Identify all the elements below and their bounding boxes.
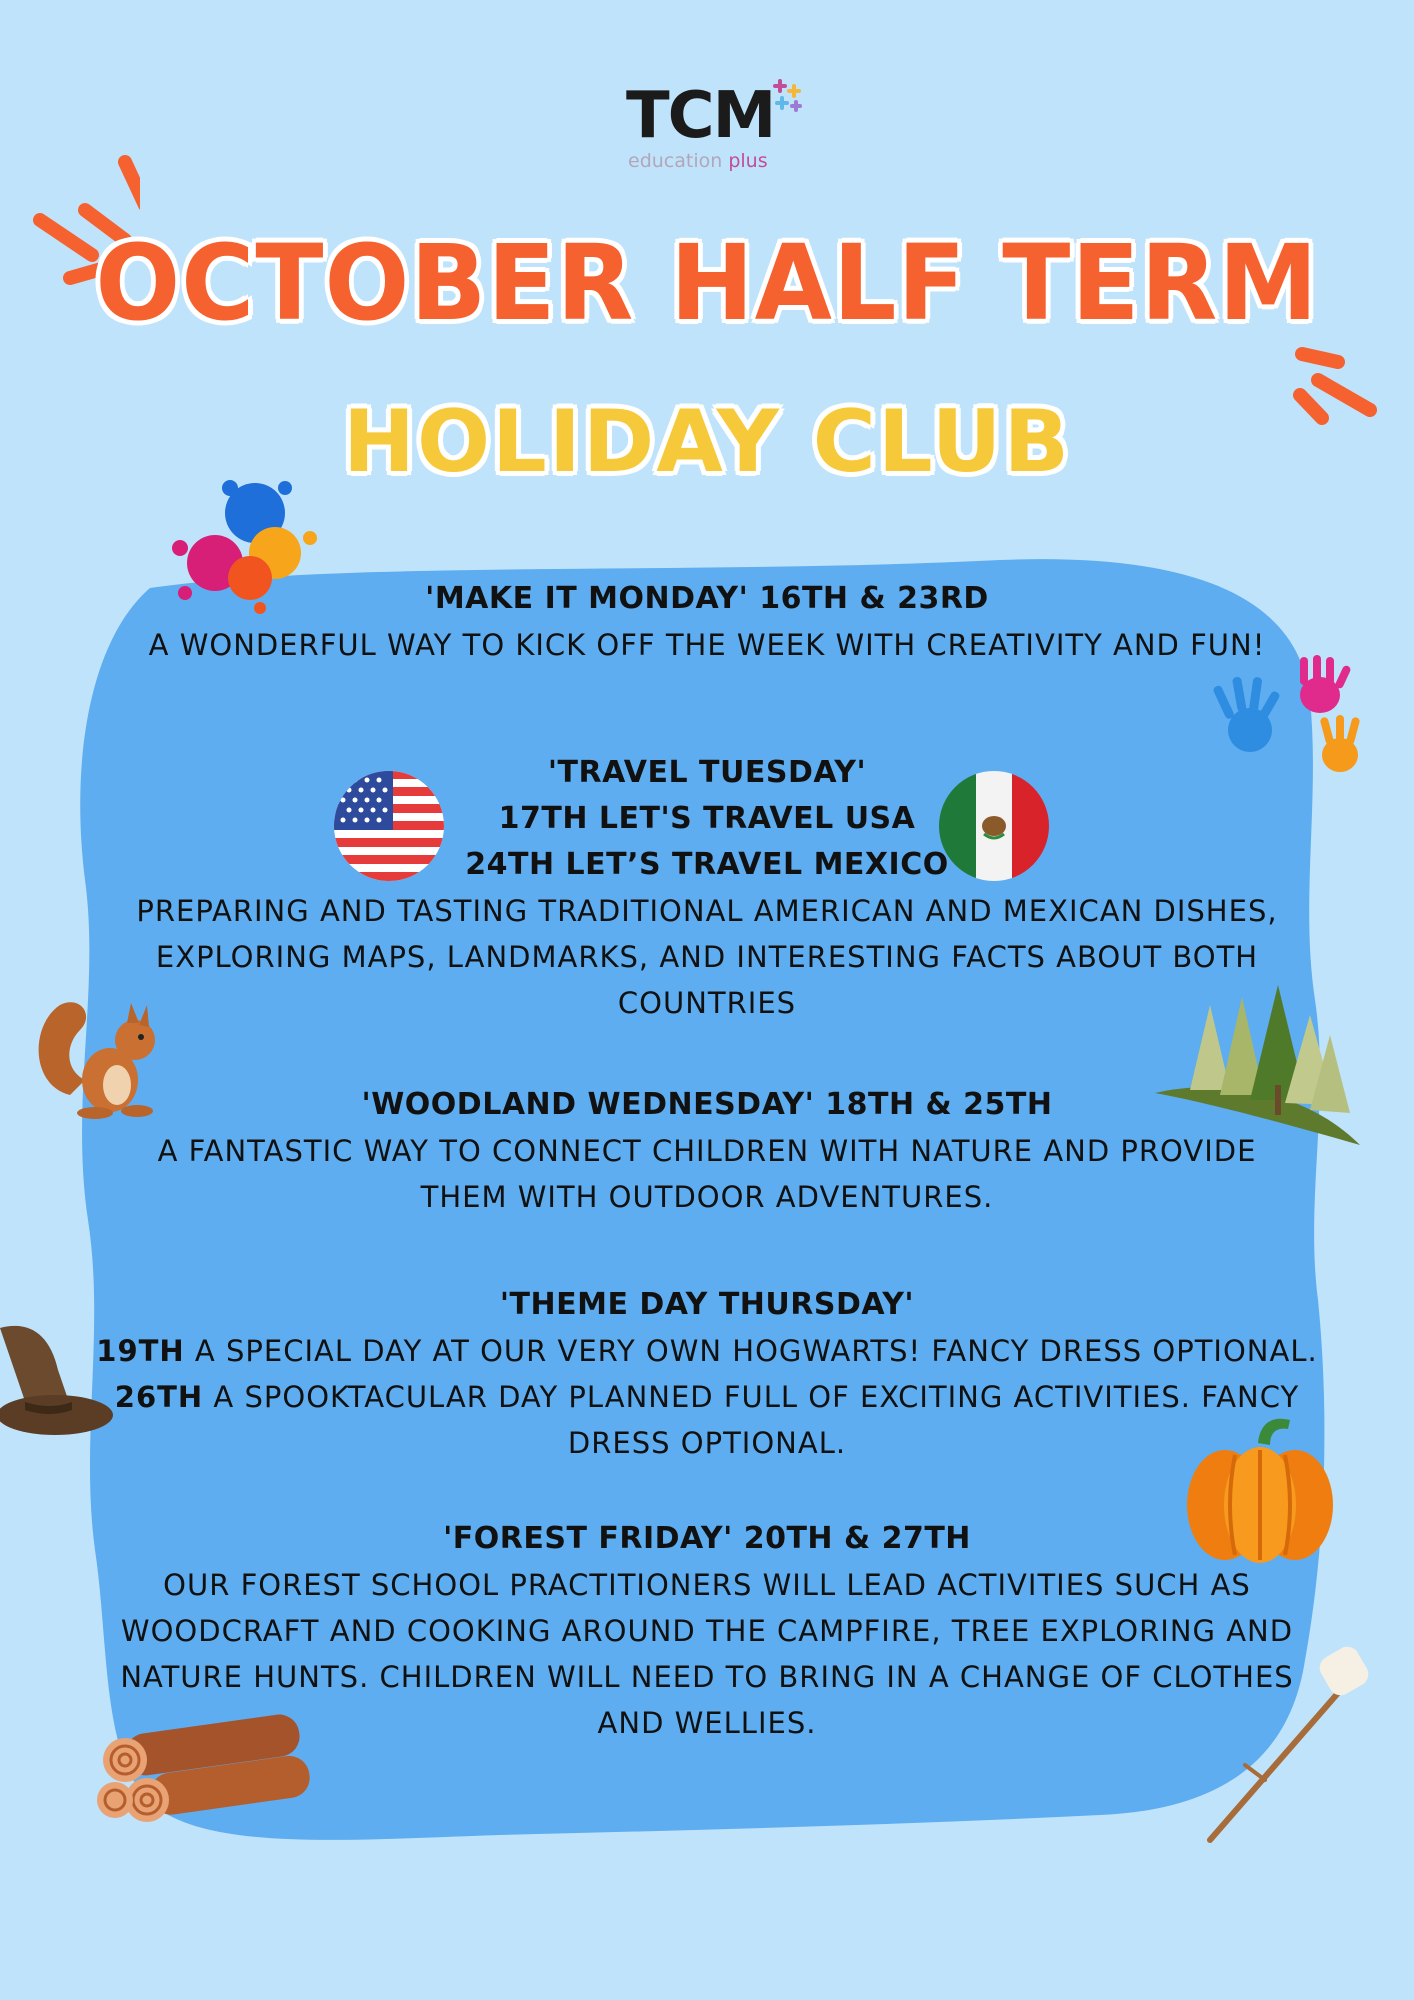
thursday-heading: 'THEME DAY THURSDAY' — [499, 1287, 915, 1322]
thursday-date1: 19TH — [96, 1334, 185, 1368]
tuesday-heading: 'TRAVEL TUESDAY' — [547, 755, 867, 790]
monday-heading: 'MAKE IT MONDAY' 16TH & 23RD — [425, 581, 989, 616]
thursday-text3: DRESS OPTIONAL. — [567, 1426, 847, 1460]
thursday-date2: 26TH — [114, 1380, 204, 1414]
thursday-line2 — [90, 1374, 1324, 1420]
tuesday-section — [90, 750, 1324, 1026]
wednesday-text1: A FANTASTIC WAY TO CONNECT CHILDREN WITH NATURE AND PROVIDE — [157, 1134, 1257, 1168]
tuesday-text2: EXPLORING MAPS, LANDMARKS, AND INTERESTING FACTS ABOUT BOTH — [155, 940, 1259, 974]
logo-sub-word2: plus — [728, 150, 768, 172]
friday-text4: AND WELLIES. — [597, 1706, 817, 1740]
tuesday-text1: PREPARING AND TASTING TRADITIONAL AMERICAN AND MEXICAN DISHES, — [136, 894, 1278, 928]
friday-text3: NATURE HUNTS. CHILDREN WILL NEED TO BRING IN A CHANGE OF CLOTHES — [120, 1660, 1294, 1694]
thursday-line1 — [90, 1328, 1324, 1374]
page-title: OCTOBER HALF TERM — [95, 222, 1319, 344]
thursday-text1: A SPECIAL DAY AT OUR VERY OWN HOGWARTS! FANCY DRESS OPTIONAL. — [194, 1334, 1318, 1368]
friday-heading: 'FOREST FRIDAY' 20TH & 27TH — [443, 1521, 971, 1556]
monday-section — [90, 576, 1324, 668]
wednesday-text2: THEM WITH OUTDOOR ADVENTURES. — [420, 1180, 994, 1214]
wednesday-heading: 'WOODLAND WEDNESDAY' 18TH & 25TH — [361, 1087, 1053, 1122]
logo-subtitle — [628, 150, 830, 172]
tcm-logo — [620, 79, 830, 194]
logo-plus-icon — [770, 78, 806, 114]
friday-section — [90, 1516, 1324, 1746]
wednesday-section — [90, 1082, 1324, 1220]
friday-text1: OUR FOREST SCHOOL PRACTITIONERS WILL LEAD ACTIVITIES SUCH AS — [163, 1568, 1251, 1602]
tuesday-text3: COUNTRIES — [617, 986, 797, 1020]
thursday-section — [90, 1282, 1324, 1466]
monday-text: A WONDERFUL WAY TO KICK OFF THE WEEK WITH CREATIVITY AND FUN! — [148, 628, 1266, 662]
logo-sub-word1: education — [628, 150, 723, 172]
tuesday-line2: 24TH LET’S TRAVEL MEXICO — [465, 847, 949, 882]
friday-text2: WOODCRAFT AND COOKING AROUND THE CAMPFIRE, TREE EXPLORING AND — [120, 1614, 1294, 1648]
logo-brand: TCM — [626, 79, 775, 153]
page-subtitle: HOLIDAY CLUB — [342, 392, 1072, 492]
tuesday-line1: 17TH LET'S TRAVEL USA — [498, 801, 916, 836]
thursday-text2: A SPOOKTACULAR DAY PLANNED FULL OF EXCITING ACTIVITIES. FANCY — [213, 1380, 1300, 1414]
